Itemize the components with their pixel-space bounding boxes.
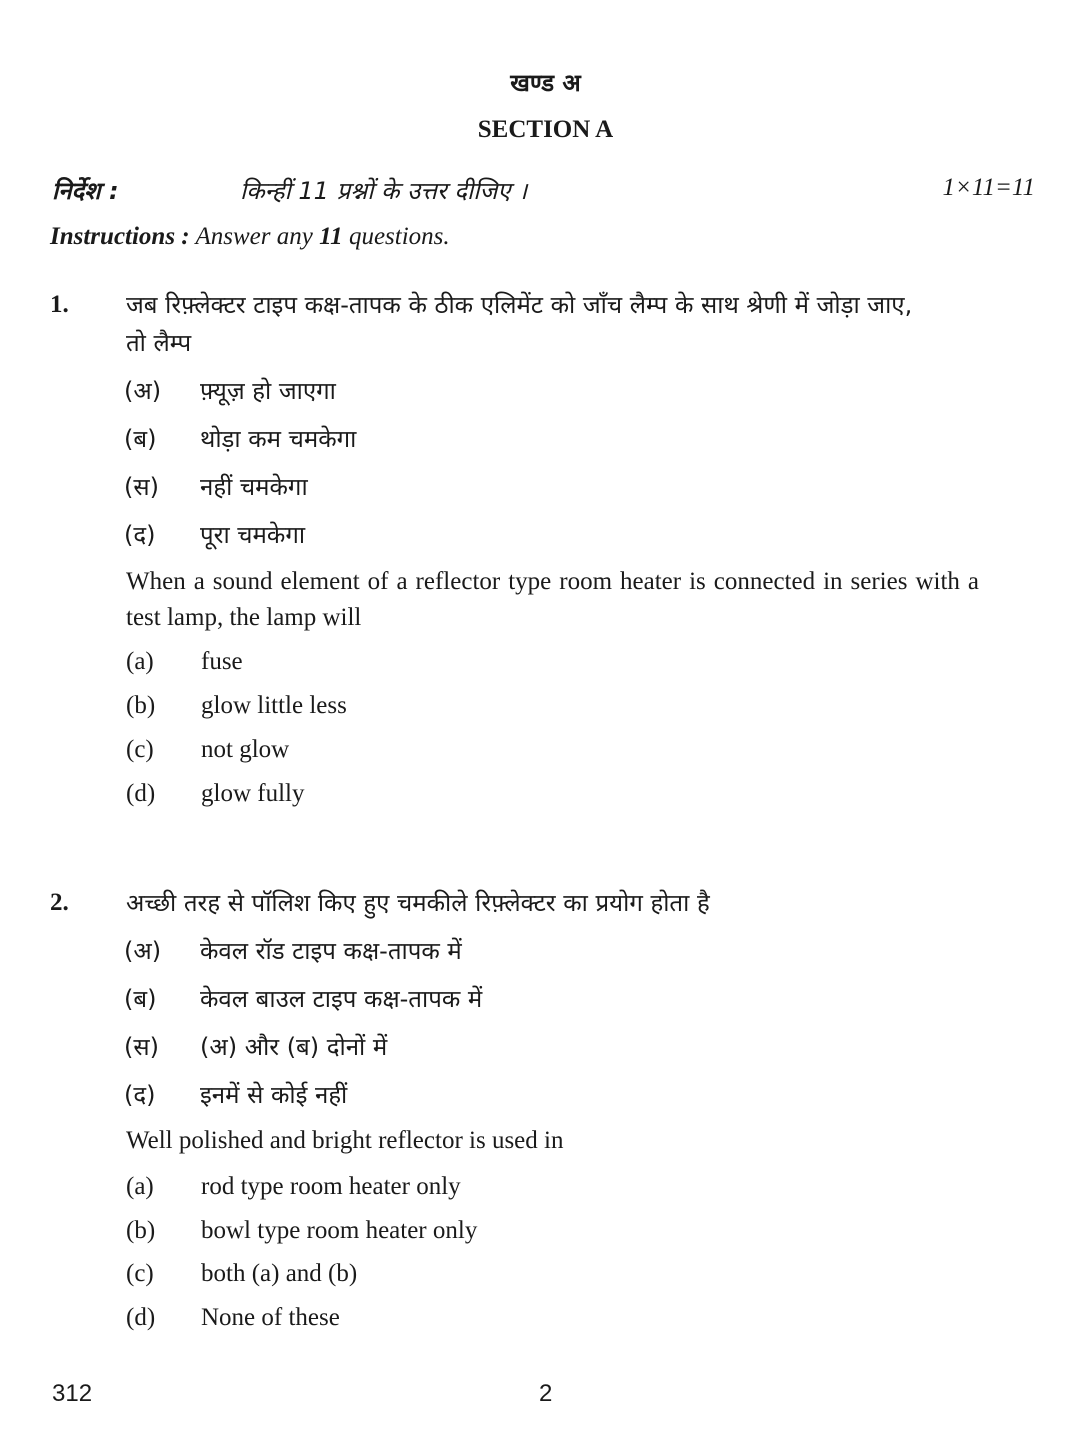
instructions-text-prefix: Answer any [195, 223, 313, 250]
option-label: (अ) [124, 937, 162, 965]
question-text-hindi: जब रिफ़्लेक्टर टाइप कक्ष-तापक के ठीक एलिमेंट को जाँच लैम्प के साथ श्रेणी में जोड़ा जाए, [126, 291, 913, 319]
paper-code: 312 [52, 1380, 93, 1407]
option-label: (b) [126, 692, 156, 719]
instructions-label: Instructions : [50, 223, 190, 250]
option-text: None of these [201, 1304, 340, 1331]
option-text: केवल बाउल टाइप कक्ष-तापक में [200, 985, 483, 1013]
option-text: rod type room heater only [201, 1173, 461, 1200]
option-label: (a) [126, 648, 154, 675]
option-label: (ब) [124, 425, 157, 453]
option-label: (अ) [124, 377, 162, 405]
option-text: (अ) और (ब) दोनों में [200, 1033, 388, 1061]
option-label: (a) [126, 1173, 154, 1200]
section-title: SECTION A [477, 116, 614, 143]
option-text: नहीं चमकेगा [200, 473, 308, 501]
option-text: glow little less [201, 692, 347, 719]
option-text: केवल रॉड टाइप कक्ष-तापक में [200, 937, 462, 965]
option-label: (c) [126, 1260, 154, 1287]
option-text: फ़्यूज़ हो जाएगा [200, 377, 336, 405]
option-text: bowl type room heater only [201, 1217, 478, 1244]
question-text-english: When a sound element of a reflector type room heater is connected in series with a test lamp, the lamp will [126, 568, 979, 631]
page-number: 2 [539, 1380, 553, 1407]
option-label: (c) [126, 736, 154, 763]
option-text: both (a) and (b) [201, 1260, 358, 1287]
option-text: पूरा चमकेगा [200, 521, 306, 549]
option-label: (स) [124, 1033, 159, 1061]
option-label: (द) [124, 521, 156, 549]
instructions-label-hindi: निर्देश : [52, 177, 119, 205]
option-label: (स) [124, 473, 159, 501]
question-number: 2. [50, 889, 69, 916]
question-text-hindi-cont: तो लैम्प [126, 329, 192, 357]
option-text: fuse [201, 648, 243, 675]
option-text: not glow [201, 736, 290, 763]
instructions-text-hindi: किन्हीं 11 प्रश्नों के उत्तर दीजिए । [240, 177, 528, 205]
option-label: (b) [126, 1217, 156, 1244]
option-label: (ब) [124, 985, 157, 1013]
instructions-text-suffix: questions. [348, 223, 450, 250]
section-title-hindi: खण्ड अ [510, 69, 581, 97]
option-label: (d) [126, 1304, 156, 1331]
instructions-number: 11 [319, 223, 343, 250]
question-text-hindi: अच्छी तरह से पॉलिश किए हुए चमकीले रिफ़्लेक्टर का प्रयोग होता है [126, 889, 710, 917]
marks-allocation: 1×11=11 [942, 174, 1035, 201]
question-number: 1. [50, 291, 69, 318]
option-text: इनमें से कोई नहीं [200, 1081, 348, 1109]
option-text: थोड़ा कम चमकेगा [200, 425, 357, 453]
instructions-line [50, 223, 450, 251]
option-text: glow fully [201, 780, 305, 807]
question-text-english: Well polished and bright reflector is used in [126, 1127, 564, 1154]
option-label: (d) [126, 780, 156, 807]
option-label: (द) [124, 1081, 156, 1109]
